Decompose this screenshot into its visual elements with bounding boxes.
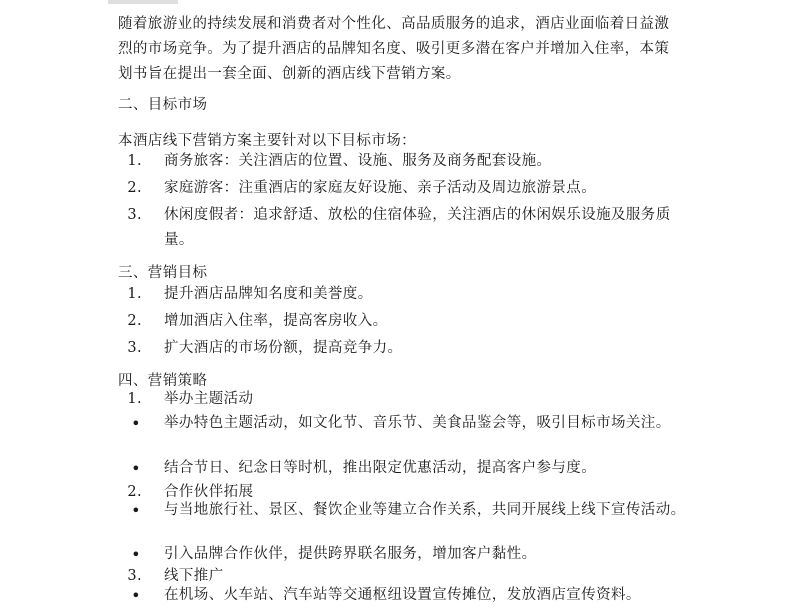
bullet-text: 结合节日、纪念日等时机，推出限定优惠活动，提高客户参与度。: [164, 460, 597, 476]
sub-heading-text: 线下推广: [164, 568, 224, 584]
list-number: 3.: [127, 207, 142, 223]
list-number: 2.: [127, 313, 142, 329]
list-item-text: 提升酒店品牌知名度和美誉度。: [164, 286, 373, 302]
list-item-text: 休闲度假者：追求舒适、放松的住宿体验，关注酒店的休闲娱乐设施及服务质量。: [164, 207, 671, 248]
bullet-text: 与当地旅行社、景区、餐饮企业等建立合作关系，共同开展线上线下宣传活动。: [164, 502, 686, 518]
list-number: 1.: [127, 153, 142, 169]
section-lead: 本酒店线下营销方案主要针对以下目标市场：: [118, 133, 416, 149]
sub-heading-text: 举办主题活动: [164, 391, 254, 407]
section-heading-marketing-strategy: 四、营销策略: [118, 373, 208, 389]
list-number: 1.: [127, 286, 142, 302]
list-item-text: 家庭游客：注重酒店的家庭友好设施、亲子活动及周边旅游景点。: [164, 180, 597, 196]
bullet-icon: •: [131, 459, 141, 478]
bullet-text: 举办特色主题活动，如文化节、音乐节、美食品鉴会等，吸引目标市场关注。: [164, 415, 671, 431]
list-item-text: 增加酒店入住率，提高客房收入。: [164, 313, 388, 329]
bullet-text: 引入品牌合作伙伴，提供跨界联名服务，增加客户黏性。: [164, 546, 537, 562]
sub-heading-text: 合作伙伴拓展: [164, 484, 254, 500]
bullet-text: 在机场、火车站、汽车站等交通枢纽设置宣传摊位，发放酒店宣传资料。: [164, 587, 641, 603]
list-number: 2.: [127, 180, 142, 196]
list-number: 3.: [127, 340, 142, 356]
section-heading-target-market: 二、目标市场: [118, 97, 208, 113]
list-item-text: 扩大酒店的市场份额，提高竞争力。: [164, 340, 403, 356]
bullet-icon: •: [131, 586, 141, 605]
list-number: 3.: [127, 568, 142, 584]
intro-paragraph: 随着旅游业的持续发展和消费者对个性化、高品质服务的追求，酒店业面临着日益激烈的市场竞争。为了提升酒店的品牌知名度、吸引更多潜在客户并增加入住率，本策划书旨在提出一套全面、创新的酒店线下营销方案。: [118, 16, 670, 82]
list-item-text: 商务旅客：关注酒店的位置、设施、服务及商务配套设施。: [164, 153, 552, 169]
list-number: 2.: [127, 484, 142, 500]
bullet-icon: •: [131, 501, 141, 520]
bullet-icon: •: [131, 414, 141, 433]
section-heading-marketing-goals: 三、营销目标: [118, 265, 208, 281]
list-number: 1.: [127, 391, 142, 407]
bullet-icon: •: [131, 545, 141, 564]
cropped-title-fragment: [108, 0, 178, 4]
